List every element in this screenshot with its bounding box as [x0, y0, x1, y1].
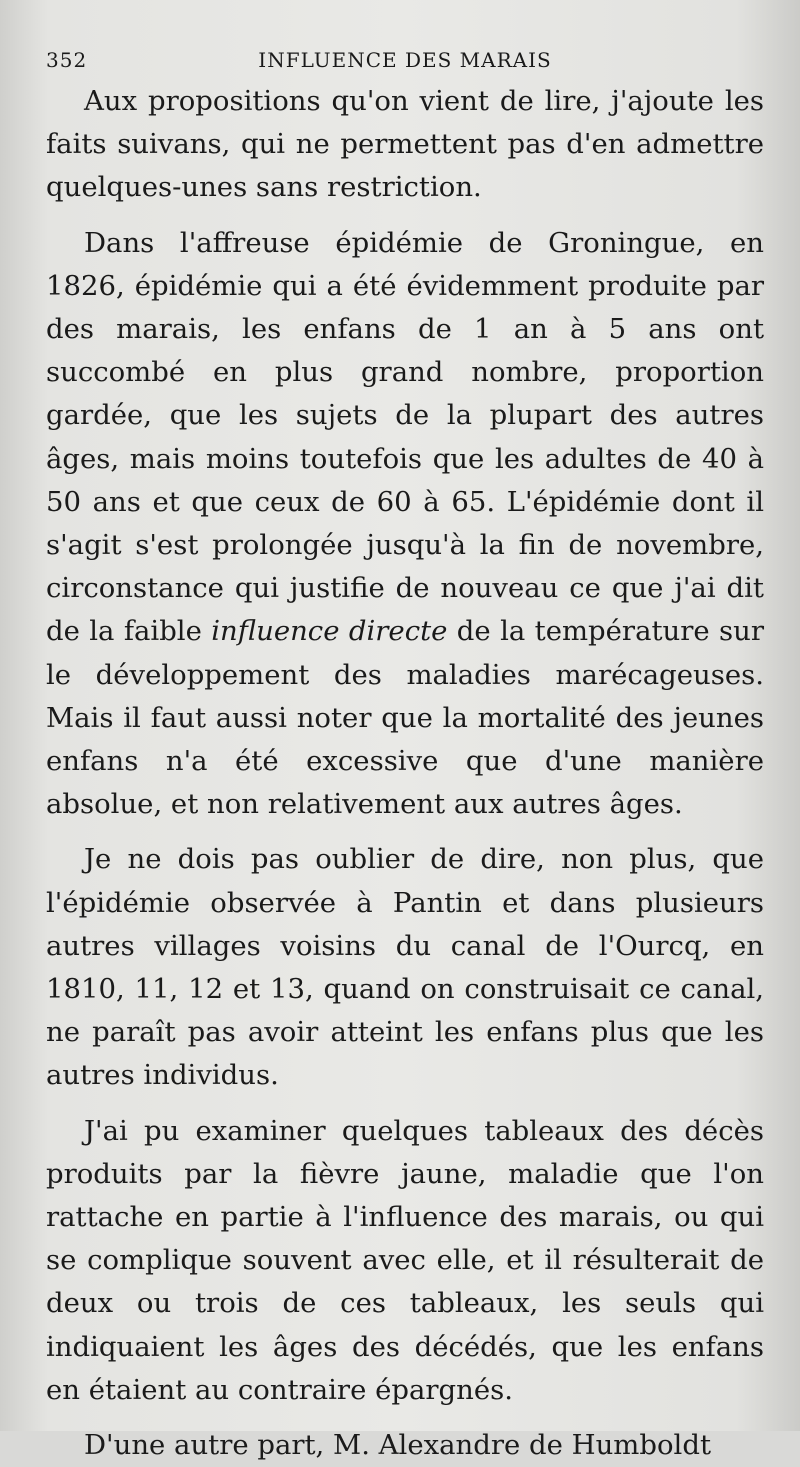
- paragraph-text: J'ai pu examiner quelques tableaux des décès produits par la fièvre jaune, maladie que l'on rattache en partie à l'influence des marais, ou qui se complique souvent avec elle, et il résulterait de deux ou trois de ces tableaux, les seuls qui indiquaient les âges des décédés, que les enfans en étaient au contraire épargnés.: [46, 1114, 764, 1406]
- paragraph-1: [46, 80, 764, 210]
- paragraph-text: Je ne dois pas oublier de dire, non plus, que l'épidémie observée à Pantin et dans plusieurs autres villages voisins du canal de l'Ourcq, en 1810, 11, 12 et 13, quand on construisait ce canal, ne paraît pas avoir atteint les enfans plus que les autres individus.: [46, 843, 764, 1092]
- paragraph-3: [46, 838, 764, 1097]
- paragraph-text: D'une autre part, M. Alexandre de Humboldt: [84, 1429, 711, 1462]
- page-number: 352: [46, 48, 88, 72]
- paragraph-text-after: de la température sur le développement des maladies marécageuses. Mais il faut aussi noter que la mortalité des jeunes enfans n'a été excessive que d'une manière absolue, et non relativement aux autres âges.: [46, 615, 764, 821]
- paragraph-text-before: Dans l'affreuse épidémie de Groningue, en 1826, épidémie qui a été évidemment produite par des marais, les enfans de 1 an à 5 ans ont succombé en plus grand nombre, proportion gardée, que les sujets de la plupart des autres âges, mais moins toutefois que les adultes de 40 à 50 ans et que ceux de 60 à 65. L'épidémie dont il s'agit s'est prolongée jusqu'à la fin de novembre, circonstance qui justifie de nouveau ce que j'ai dit de la faible: [46, 226, 764, 648]
- italic-emphasis: influence directe: [211, 615, 448, 648]
- paragraph-4: [46, 1110, 764, 1412]
- body-text: [46, 80, 764, 1467]
- running-title: INFLUENCE DES MARAIS: [258, 48, 552, 72]
- paragraph-text: Aux propositions qu'on vient de lire, j'ajoute les faits suivans, qui ne permettent pas d'en admettre quelques-unes sans restriction.: [46, 85, 764, 204]
- paragraph-2: [46, 222, 764, 827]
- page-header: [46, 40, 764, 80]
